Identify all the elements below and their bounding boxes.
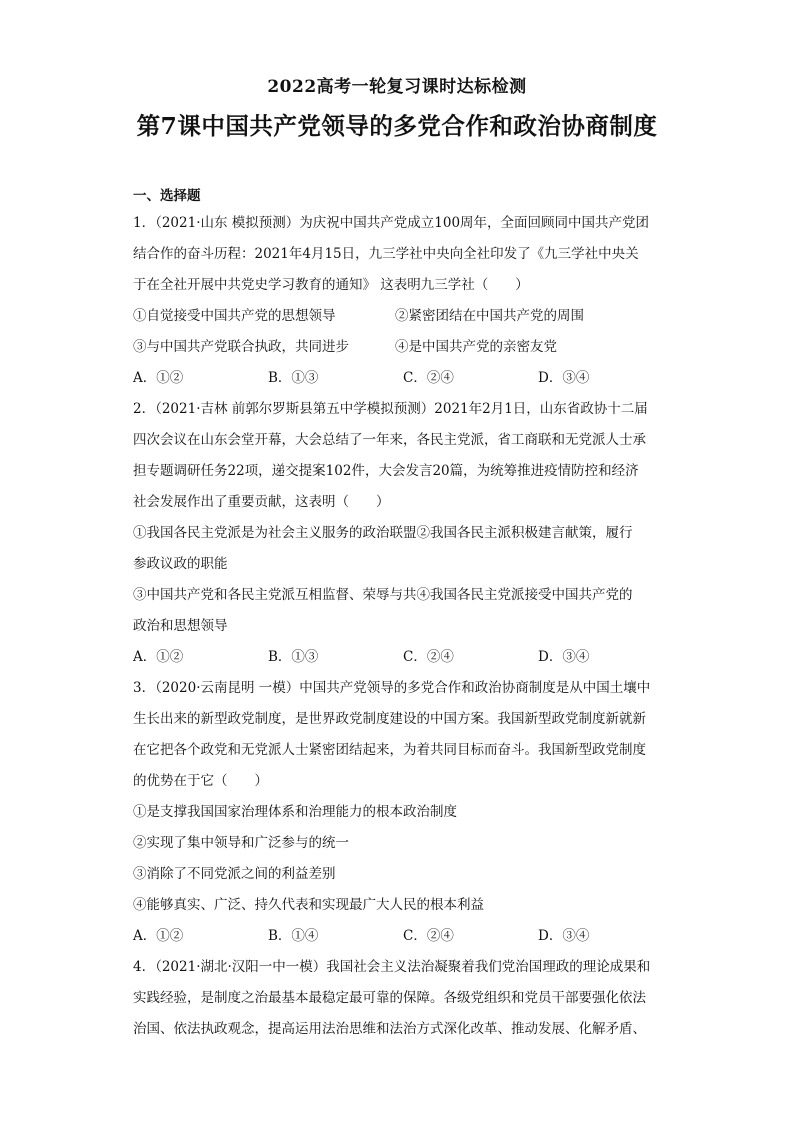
question-text-line: ③中国共产党和各民主党派互相监督、荣辱与共④我国各民主党派接受中国共产党的 — [133, 587, 633, 603]
question-text-line: 1．（2021·山东 模拟预测）为庆祝中国共产党成立100周年，全面回顾同中国共产党团 — [133, 215, 650, 231]
question-content — [133, 186, 673, 1045]
question-text-line: 结合作的奋斗历程：2021年4月15日，九三学社中央向全社印发了《九三学社中央关 — [133, 246, 639, 262]
statement: ②紧密团结在中国共产党的周围 — [395, 308, 584, 324]
option-b: B．①③ — [268, 370, 319, 386]
question-text-line: ①我国各民主党派是为社会主义服务的政治联盟②我国各民主派积极建言献策，履行 — [133, 525, 633, 541]
statement: ③与中国共产党联合执政，共同进步 — [133, 339, 349, 355]
lesson-title: 第7课中国共产党领导的多党合作和政治协商制度 — [136, 112, 658, 140]
statement-row — [133, 332, 673, 363]
question-2 — [133, 394, 673, 673]
answer-options — [133, 921, 673, 952]
question-text-line: 实践经验，是制度之治最基本最稳定最可靠的保障。各级党组织和党员干部要强化依法 — [133, 990, 646, 1006]
section-heading: 一、选择题 — [133, 188, 201, 204]
question-text-line: 在它把各个政党和无党派人士紧密团结起来，为着共同目标而奋斗。我国新型政党制度 — [133, 742, 646, 758]
question-text-line: ②实现了集中领导和广泛参与的统一 — [133, 835, 349, 851]
option-c: C．②④ — [403, 928, 454, 944]
option-a: A．①② — [133, 928, 184, 944]
statement: ①自觉接受中国共产党的思想领导 — [133, 308, 336, 324]
question-3 — [133, 673, 673, 952]
question-text-line: ③消除了不同党派之间的利益差别 — [133, 866, 336, 882]
question-text-line: 3．（2020·云南昆明 一模）中国共产党领导的多党合作和政治协商制度是从中国土壤中 — [133, 680, 651, 696]
question-text-line: 社会发展作出了重要贡献，这表明（ ） — [133, 494, 390, 510]
statement-row — [133, 301, 673, 332]
option-d: D．③④ — [538, 649, 590, 665]
option-a: A．①② — [133, 649, 184, 665]
question-text-line: 参政议政的职能 — [133, 556, 228, 572]
option-d: D．③④ — [538, 928, 590, 944]
question-text-line: 生长出来的新型政党制度，是世界政党制度建设的中国方案。我国新型政党制度新就新 — [133, 711, 646, 727]
statement: ④是中国共产党的亲密友党 — [395, 339, 557, 355]
question-text-line: 2．（2021·吉林 前郭尔罗斯县第五中学模拟预测）2021年2月1日，山东省政协十二届 — [133, 401, 648, 417]
option-b: B．①③ — [268, 649, 319, 665]
answer-options — [133, 642, 673, 673]
question-text-line: 治国、依法执政观念，提高运用法治思维和法治方式深化改革、推动发展、化解矛盾、 — [133, 1021, 646, 1037]
option-b: B．①④ — [268, 928, 319, 944]
question-4 — [133, 952, 673, 1045]
document-title: 2022高考一轮复习课时达标检测 — [267, 77, 527, 97]
question-1 — [133, 208, 673, 394]
answer-options — [133, 363, 673, 394]
question-text-line: ④能够真实、广泛、持久代表和实现最广大人民的根本利益 — [133, 897, 484, 913]
option-c: C．②④ — [403, 370, 454, 386]
option-d: D．③④ — [538, 370, 590, 386]
question-text-line: 四次会议在山东会堂开幕，大会总结了一年来，各民主党派，省工商联和无党派人士承 — [133, 432, 646, 448]
option-a: A．①② — [133, 370, 184, 386]
question-text-line: 的优势在于它（ ） — [133, 773, 268, 789]
question-text-line: 政治和思想领导 — [133, 618, 228, 634]
question-text-line: 4．（2021·湖北·汉阳一中一模）我国社会主义法治凝聚着我们党治国理政的理论成果和 — [133, 959, 651, 975]
question-text-line: 担专题调研任务22项，递交提案102件，大会发言20篇，为统筹推进疫情防控和经济 — [133, 463, 639, 479]
option-c: C．②④ — [403, 649, 454, 665]
question-text-line: 于在全社开展中共党史学习教育的通知》 这表明九三学社（ ） — [133, 277, 529, 293]
question-text-line: ①是支撑我国国家治理体系和治理能力的根本政治制度 — [133, 804, 457, 820]
